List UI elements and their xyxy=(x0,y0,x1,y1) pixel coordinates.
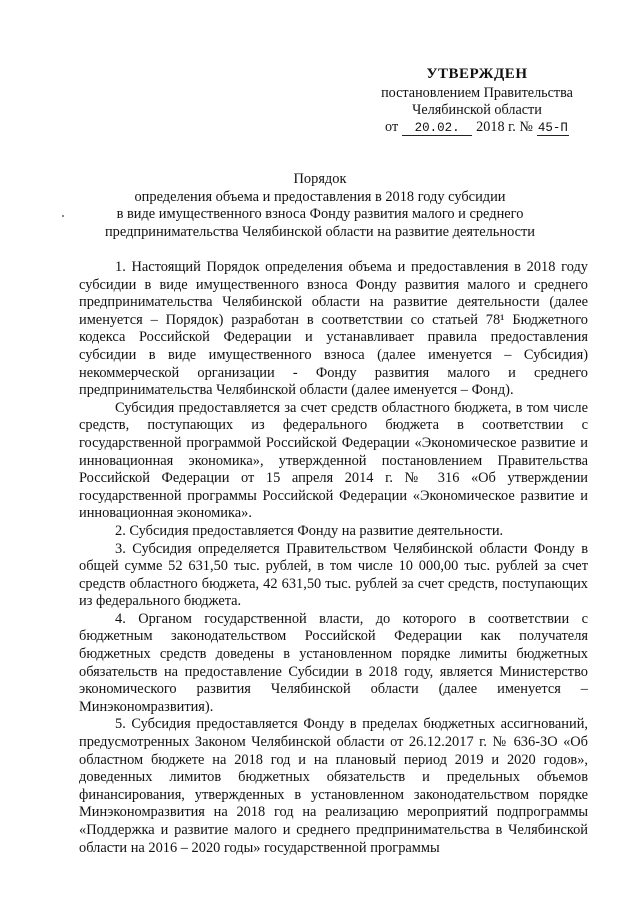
scan-speck xyxy=(62,215,64,217)
heading-line: определения объема и предоставления в 2018 году субсидии xyxy=(134,188,506,205)
approval-date: 20.02. xyxy=(402,121,472,136)
approval-number: 45-П xyxy=(537,121,568,135)
paragraph: 5. Субсидия предоставляется Фонду в пределах бюджетных ассигнований, предусмотренных Законом Челябинской области от 26.12.2017 г. № 636-ЗО «Об областном бюджете на 2018 год и на плановый период 2019 и 2020 годов», доведенных лимитов бюджетных обязательств и предельных объемов финансирования, утвержденных в установленном законодательством порядке Минэкономразвития на 2018 год на реализацию мероприятий подпрограммы «Поддержка и развитие малого и среднего предпринимательства в Челябинской области на 2016 – 2020 годы» государственной программы xyxy=(79,716,588,856)
heading-title: Порядок xyxy=(293,171,347,187)
paragraph: 2. Субсидия предоставляется Фонду на развитие деятельности. xyxy=(115,522,504,539)
approval-line: постановлением Правительства xyxy=(381,85,573,101)
approval-year: 2018 г. № xyxy=(476,119,533,135)
document-body xyxy=(79,259,588,856)
document-heading xyxy=(70,171,570,241)
heading-line: предпринимательства Челябинской области на развитие деятельности xyxy=(104,223,536,240)
paragraph: 4. Органом государственной власти, до которого в соответствии с бюджетным законодательством Российской Федерации как получателя бюджетных средств доведены в установленном порядке лимиты бюджетных обязательств на предоставление Субсидии в 2018 году, является Министерство экономического развития Челябинской области (далее именуется – Минэкономразвития). xyxy=(79,610,588,715)
approval-stamp xyxy=(372,66,582,136)
approval-prefix: от xyxy=(385,119,399,135)
paragraph: 1. Настоящий Порядок определения объема и предоставления в 2018 году субсидии в виде имущественного взноса Фонду развития малого и среднего предпринимательства Челябинской области на развитие деятельности (далее именуется – Порядок) разработан в соответствии со статьей 78¹ Бюджетного кодекса Российской Федерации и устанавливает правила предоставления субсидии в виде имущественного взноса (далее именуется – Субсидия) некоммерческой организации - Фонду развития малого и среднего предпринимательства Челябинской области (далее именуется – Фонд). xyxy=(79,259,588,399)
paragraph: 3. Субсидия определяется Правительством Челябинской области Фонду в общей сумме 52 631,50 тыс. рублей, в том числе 10 000,00 тыс. рублей за счет средств областного бюджета, 42 631,50 тыс. рублей за счет средств, поступающих из федерального бюджета. xyxy=(79,540,588,610)
approval-line: Челябинской области xyxy=(412,102,542,118)
paragraph: Субсидия предоставляется за счет средств областного бюджета, в том числе средств, поступающих из федерального бюджета в соответствии с государственной программой Российской Федерации «Экономическое развитие и инновационная экономика», утвержденной постановлением Правительства Российской Федерации от 15 апреля 2014 г. № 316 «Об утверждении государственной программы Российской Федерации «Экономическое развитие и инновационная экономика». xyxy=(79,399,588,522)
approval-date-row xyxy=(372,119,582,136)
heading-line: в виде имущественного взноса Фонду развития малого и среднего xyxy=(116,206,524,222)
approval-title: УТВЕРЖДЕН xyxy=(426,66,528,82)
